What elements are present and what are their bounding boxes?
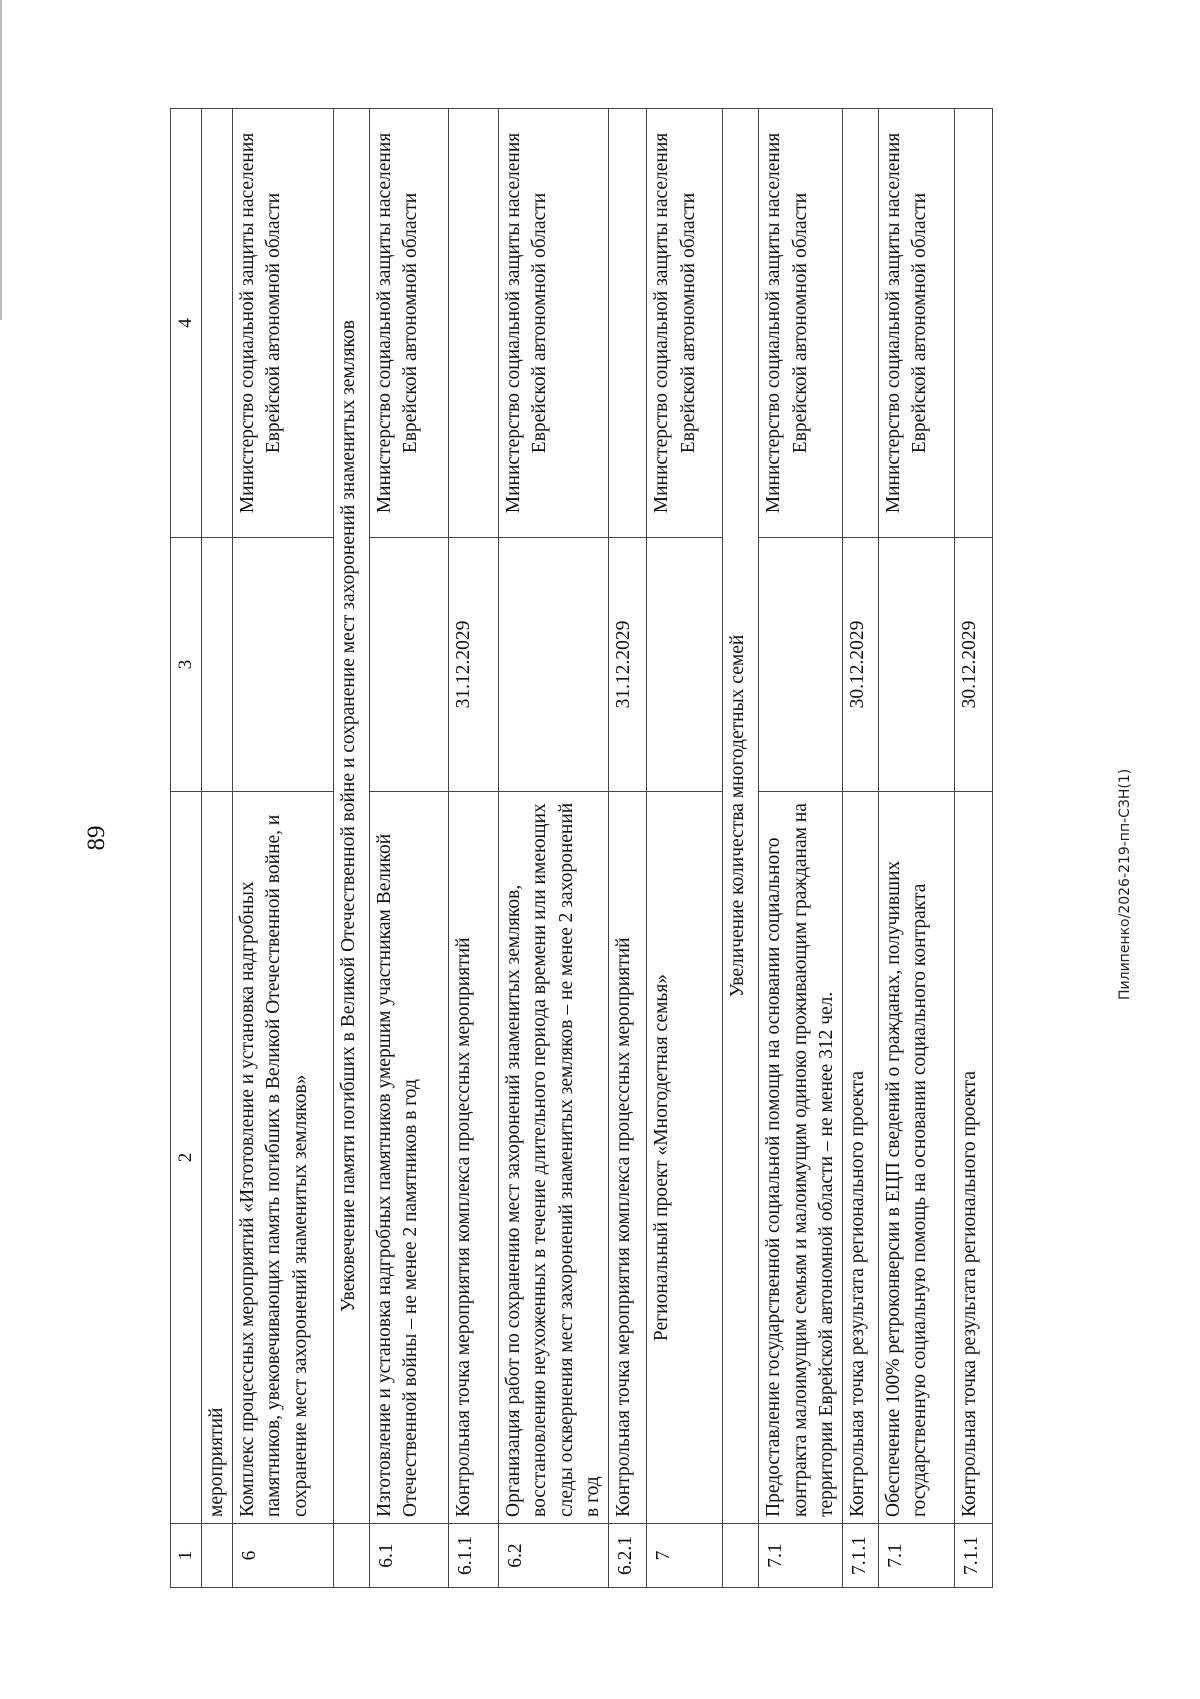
responsible [448, 109, 498, 538]
table-row [879, 109, 955, 1588]
row-number: 6.2.1 [609, 1524, 647, 1588]
due-date: 31.12.2029 [448, 538, 498, 792]
due-date [369, 538, 448, 792]
row-number: 7.1 [759, 1524, 843, 1588]
footer-code: Пилипенко/2026-219-пп-СЗН(1) [1117, 768, 1133, 1000]
table-row [201, 109, 232, 1588]
responsible [955, 109, 993, 538]
section-row [333, 109, 369, 1588]
event-name: мероприятий [201, 792, 232, 1524]
row-number: 6 [232, 1524, 333, 1588]
due-date [201, 538, 232, 792]
table-row [232, 109, 333, 1588]
responsible [201, 109, 232, 538]
table-row [955, 109, 993, 1588]
event-name: Контрольная точка результата регионального проекта [843, 792, 879, 1524]
responsible: Министерство социальной защиты населения Еврейской автономной области [232, 109, 333, 538]
section-title: Увековечение памяти погибших в Великой Отечественной войне и сохранение мест захоронений знаменитых земляков [333, 109, 369, 1524]
page-number: 89 [83, 825, 110, 851]
table-row [609, 109, 647, 1588]
header-cell: 3 [171, 538, 202, 792]
due-date: 30.12.2029 [843, 538, 879, 792]
row-number: 7.1.1 [955, 1524, 993, 1588]
row-number: 7.1.1 [843, 1524, 879, 1588]
table-row [448, 109, 498, 1588]
due-date [759, 538, 843, 792]
responsible: Министерство социальной защиты населения Еврейской автономной области [759, 109, 843, 538]
event-name: Изготовление и установка надгробных памятников умершим участникам Великой Отечественной войны – не менее 2 памятников в год [369, 792, 448, 1524]
row-number: 7.1 [879, 1524, 955, 1588]
event-name: Комплекс процессных мероприятий «Изготовление и установка надгробных памятников, увековечивающих память погибших в Великой Отечественной войне, и сохранение мест захоронений знаменитых земляков» [232, 792, 333, 1524]
responsible: Министерство социальной защиты населения Еврейской автономной области [369, 109, 448, 538]
table-row [843, 109, 879, 1588]
row-number: 6.2 [498, 1524, 608, 1588]
responsible: Министерство социальной защиты населения Еврейской автономной области [647, 109, 723, 538]
row-number: 6.1 [369, 1524, 448, 1588]
table-row [369, 109, 448, 1588]
row-number [723, 1524, 759, 1588]
due-date [232, 538, 333, 792]
event-name: Контрольная точка результата регионального проекта [955, 792, 993, 1524]
due-date [879, 538, 955, 792]
row-number [201, 1524, 232, 1588]
header-cell: 1 [171, 1524, 202, 1588]
section-title: Увеличение количества многодетных семей [723, 109, 759, 1524]
responsible [609, 109, 647, 538]
due-date: 30.12.2029 [955, 538, 993, 792]
event-name: Организация работ по сохранению мест захоронений знаменитых земляков, восстановлению неухоженных в течение длительного периода времени или имеющих следы осквернения мест захоронений знаменитых земляков – не менее 2 захоронений в год [498, 792, 608, 1524]
header-row [171, 109, 202, 1588]
responsible: Министерство социальной защиты населения Еврейской автономной области [498, 109, 608, 538]
row-number: 7 [647, 1524, 723, 1588]
rotated-table-container [170, 109, 1075, 1588]
row-number: 6.1.1 [448, 1524, 498, 1588]
due-date [498, 538, 608, 792]
row-number [333, 1524, 369, 1588]
scan-edge-mark [0, 0, 2, 320]
header-cell: 2 [171, 792, 202, 1524]
table-row [759, 109, 843, 1588]
event-name: Контрольная точка мероприятия комплекса процессных мероприятий [448, 792, 498, 1524]
table-row [647, 109, 723, 1588]
event-name: Предоставление государственной социальной помощи на основании социального контракта малоимущим семьям и малоимущим одиноко проживающим гражданам на территории Еврейской автономной области – не менее 312 чел. [759, 792, 843, 1524]
event-name: Обеспечение 100% ретроконверсии в ЕЦП сведений о гражданах, получивших государственную социальную помощь на основании социального контракта [879, 792, 955, 1524]
table-row [498, 109, 608, 1588]
events-table [170, 108, 993, 1588]
event-name: Региональный проект «Многодетная семья» [647, 792, 723, 1524]
event-name: Контрольная точка мероприятия комплекса процессных мероприятий [609, 792, 647, 1524]
due-date: 31.12.2029 [609, 538, 647, 792]
responsible [843, 109, 879, 538]
section-row [723, 109, 759, 1588]
due-date [647, 538, 723, 792]
responsible: Министерство социальной защиты населения Еврейской автономной области [879, 109, 955, 538]
header-cell: 4 [171, 109, 202, 538]
